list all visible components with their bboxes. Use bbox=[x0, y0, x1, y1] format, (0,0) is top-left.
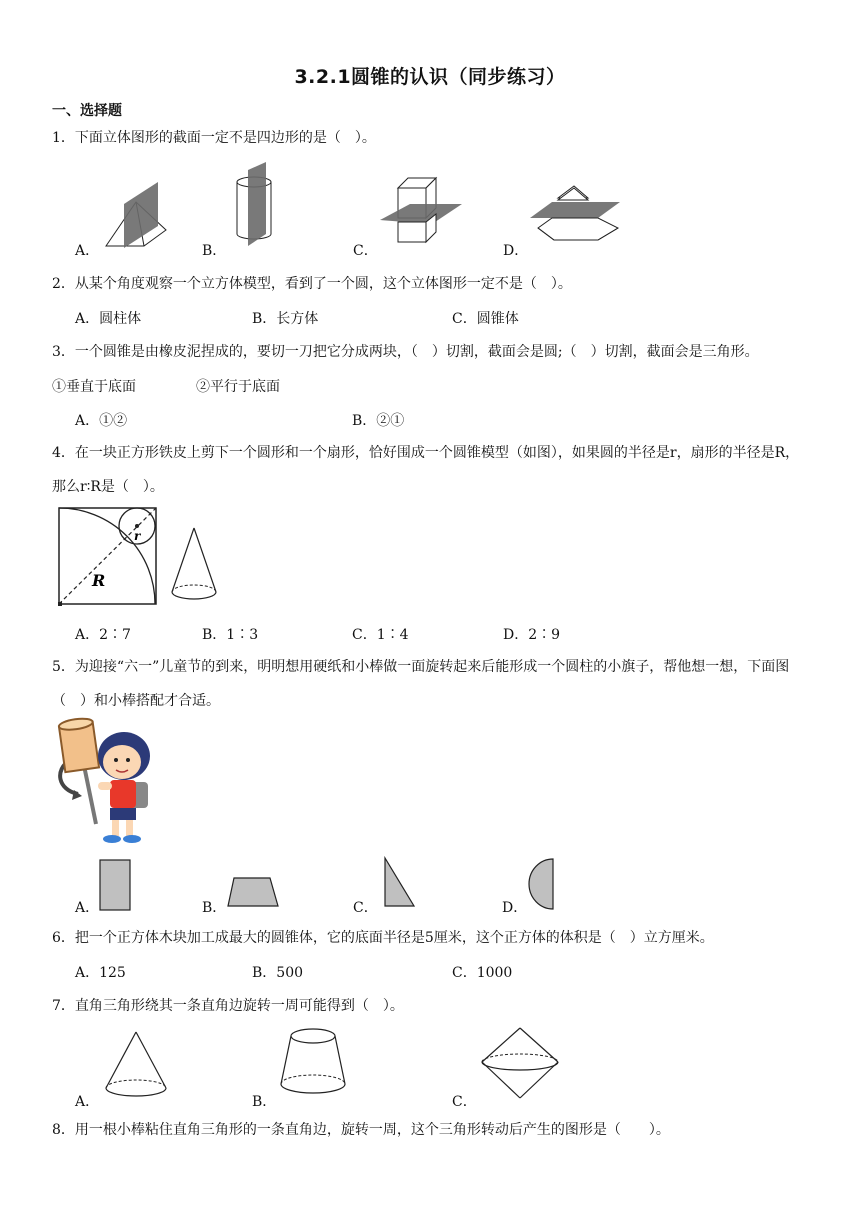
question-3: 3．一个圆锥是由橡皮泥捏成的，要切一刀把它分成两块，（ ）切割，截面会是圆;（ ）切割，截面会是三角形。 bbox=[52, 344, 759, 360]
shape-trapezoid bbox=[226, 876, 280, 910]
q5-option-a[interactable]: A． bbox=[75, 900, 100, 916]
page-title: 3.2.1圆锥的认识（同步练习） bbox=[294, 66, 566, 88]
q4-option-b[interactable]: B．1∶3 bbox=[202, 627, 259, 643]
shape-right-triangle bbox=[382, 856, 418, 910]
q1-option-b[interactable]: B． bbox=[202, 243, 227, 259]
q7-option-a[interactable]: A． bbox=[75, 1094, 100, 1110]
question-8: 8．用一根小棒粘住直角三角形的一条直角边，旋转一周，这个三角形转动后产生的图形是（ ）。 bbox=[52, 1122, 670, 1138]
shape-rectangle bbox=[99, 858, 131, 912]
question-7: 7．直角三角形绕其一条直角边旋转一周可能得到（ ）。 bbox=[52, 998, 404, 1014]
q3-option-b[interactable]: B．②① bbox=[352, 413, 405, 429]
q7-option-c[interactable]: C． bbox=[452, 1094, 477, 1110]
q2-option-c[interactable]: C．圆锥体 bbox=[452, 311, 519, 327]
q4-option-c[interactable]: C．1∶4 bbox=[352, 627, 409, 643]
question-6: 6．把一个正方体木块加工成最大的圆锥体，它的底面半径是5厘米，这个正方体的体积是（ ）立方厘米。 bbox=[52, 930, 714, 946]
q7-option-b[interactable]: B． bbox=[252, 1094, 277, 1110]
question-4: 4．在一块正方形铁皮上剪下一个圆形和一个扇形，恰好围成一个圆锥模型（如图），如果圆的半径是r，扇形的半径是R，那么r∶R是（ ）。 bbox=[52, 445, 800, 495]
q3-note-1: ①垂直于底面 bbox=[52, 379, 136, 395]
q5-option-b[interactable]: B． bbox=[202, 900, 227, 916]
q6-option-a[interactable]: A．125 bbox=[75, 965, 126, 981]
q2-option-b[interactable]: B．长方体 bbox=[252, 311, 319, 327]
q1-option-d[interactable]: D． bbox=[503, 243, 529, 259]
frustum-figure bbox=[278, 1026, 350, 1098]
question-2: 2．从某个角度观察一个立方体模型，看到了一个圆，这个立体图形一定不是（ ）。 bbox=[52, 276, 572, 292]
q3-option-a[interactable]: A．①② bbox=[75, 413, 128, 429]
q4-option-d[interactable]: D．2∶9 bbox=[503, 627, 561, 643]
cube-cut-figure bbox=[376, 176, 468, 248]
section-heading: 一、选择题 bbox=[52, 103, 122, 119]
frustum-cut-figure bbox=[528, 182, 628, 244]
q6-option-c[interactable]: C．1000 bbox=[452, 965, 513, 981]
label-R: R bbox=[92, 571, 106, 590]
shape-semicircle bbox=[527, 856, 557, 912]
cone-model-diagram bbox=[168, 526, 222, 604]
pyramid-cut-figure bbox=[104, 178, 184, 250]
double-cone-figure bbox=[478, 1026, 564, 1102]
cone-figure bbox=[102, 1030, 172, 1100]
label-r: r bbox=[134, 529, 141, 543]
q5-option-d[interactable]: D． bbox=[502, 900, 528, 916]
cylinder-cut-figure bbox=[230, 160, 280, 248]
boy-with-flag-illustration bbox=[52, 716, 164, 846]
q2-option-a[interactable]: A．圆柱体 bbox=[75, 311, 142, 327]
q5-option-c[interactable]: C． bbox=[353, 900, 378, 916]
q3-note-2: ②平行于底面 bbox=[196, 379, 280, 395]
q1-option-a[interactable]: A． bbox=[75, 243, 100, 259]
question-5: 5．为迎接“六一”儿童节的到来，明明想用硬纸和小棒做一面旋转起来后能形成一个圆柱的小旗子，帮他想一想，下面图（ ）和小棒搭配才合适。 bbox=[52, 659, 790, 709]
question-1: 1．下面立体图形的截面一定不是四边形的是（ ）。 bbox=[52, 130, 376, 146]
q4-option-a[interactable]: A．2∶7 bbox=[75, 627, 131, 643]
q6-option-b[interactable]: B．500 bbox=[252, 965, 304, 981]
q1-option-c[interactable]: C． bbox=[353, 243, 378, 259]
square-sheet-diagram bbox=[56, 506, 160, 606]
